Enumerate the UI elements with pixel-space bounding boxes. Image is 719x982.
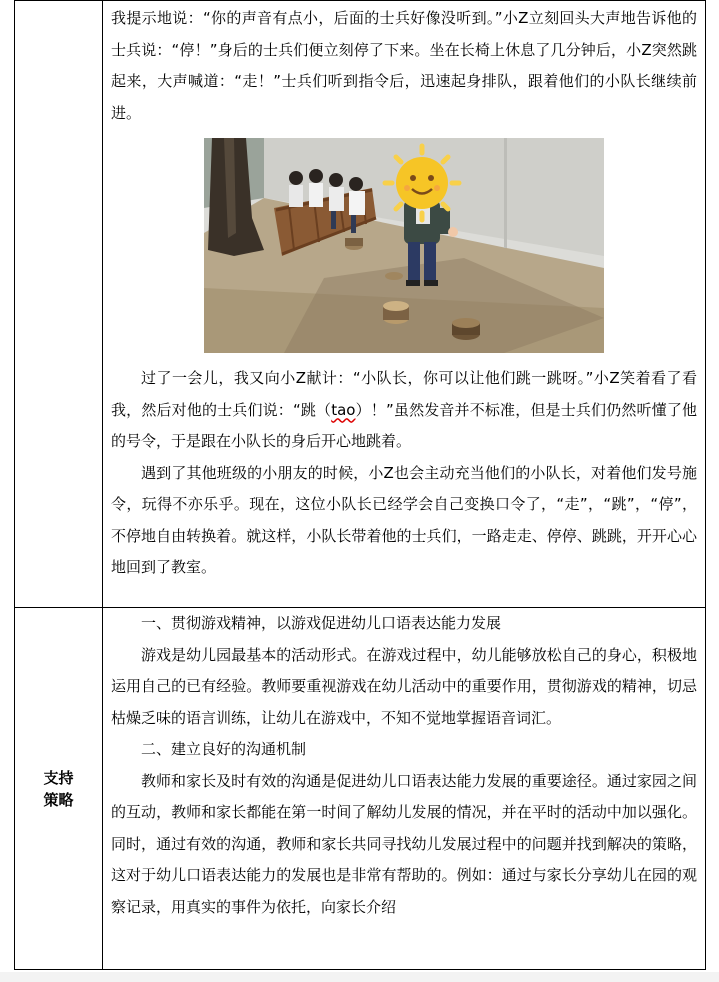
strategy-cell xyxy=(103,608,706,970)
page-bottom-strip xyxy=(0,972,719,982)
strategy-paragraph-2: 教师和家长及时有效的沟通是促进幼儿口语表达能力发展的重要途径。通过家园之间的互动，教师和家长都能在第一时间了解幼儿发展的情况，并在平时的活动中加以强化。同时，通过有效的沟通，教师和家长共同寻找幼儿发展过程中的问题并找到解决的策略，这对于幼儿口语表达能力的发展也是非常有帮助的。例如：通过与家长分享幼儿在园的观察记录，用真实的事件为依托，向家长介绍 xyxy=(111,771,697,916)
story-paragraph-1: 我提示地说：“你的声音有点小，后面的士兵好像没听到。”小Z立刻回头大声地告诉他的士兵说：“停！”身后的士兵们便立刻停了下来。坐在长椅上休息了几分钟后，小Z突然跳起来，大声喊道：“走！”士兵们听到指令后，迅速起身排队，跟着他们的小队长继续前进。 xyxy=(111,9,697,122)
story-paragraph-2: 过了一会儿，我又向小Z献计：“小队长，你可以让他们跳一跳呀。”小Z笑着看了看我，然后对他的士兵们说：“跳（tao）！”虽然发音并不标准，但是士兵们仍然听懂了他的号令，于是跟在小队长的身后开心地跳着。 xyxy=(111,369,697,450)
strategy-heading-2: 二、建立良好的沟通机制 xyxy=(141,740,307,758)
strategy-paragraph-1: 游戏是幼儿园最基本的活动形式。在游戏过程中，幼儿能够放松自己的身心，积极地运用自己的已有经验。教师要重视游戏在幼儿活动中的重要作用，贯彻游戏的精神，切忌枯燥乏味的语言训练，让幼儿在游戏中，不知不觉地掌握语音词汇。 xyxy=(111,645,697,727)
strategy-label-line2: 策略 xyxy=(43,790,74,809)
sun-icon xyxy=(385,146,459,220)
photo-container xyxy=(111,129,697,359)
pinyin-tao: tao xyxy=(331,400,356,419)
strategy-label-line1: 支持 xyxy=(43,768,74,787)
label-cell-story xyxy=(15,1,103,608)
label-cell-strategy xyxy=(15,608,103,970)
kids-playing-photo xyxy=(204,138,604,353)
story-cell xyxy=(103,1,706,608)
story-paragraph-3: 遇到了其他班级的小朋友的时候，小Z也会主动充当他们的小队长，对着他们发号施令，玩得不亦乐乎。现在，这位小队长已经学会自己变换口令了，“走”，“跳”，“停”，不停地自由转换着。就这样，小队长带着他的士兵们，一路走走、停停、跳跳，开开心心地回到了教室。 xyxy=(111,463,697,576)
strategy-heading-1: 一、贯彻游戏精神，以游戏促进幼儿口语表达能力发展 xyxy=(141,614,502,632)
document-table xyxy=(14,0,706,970)
